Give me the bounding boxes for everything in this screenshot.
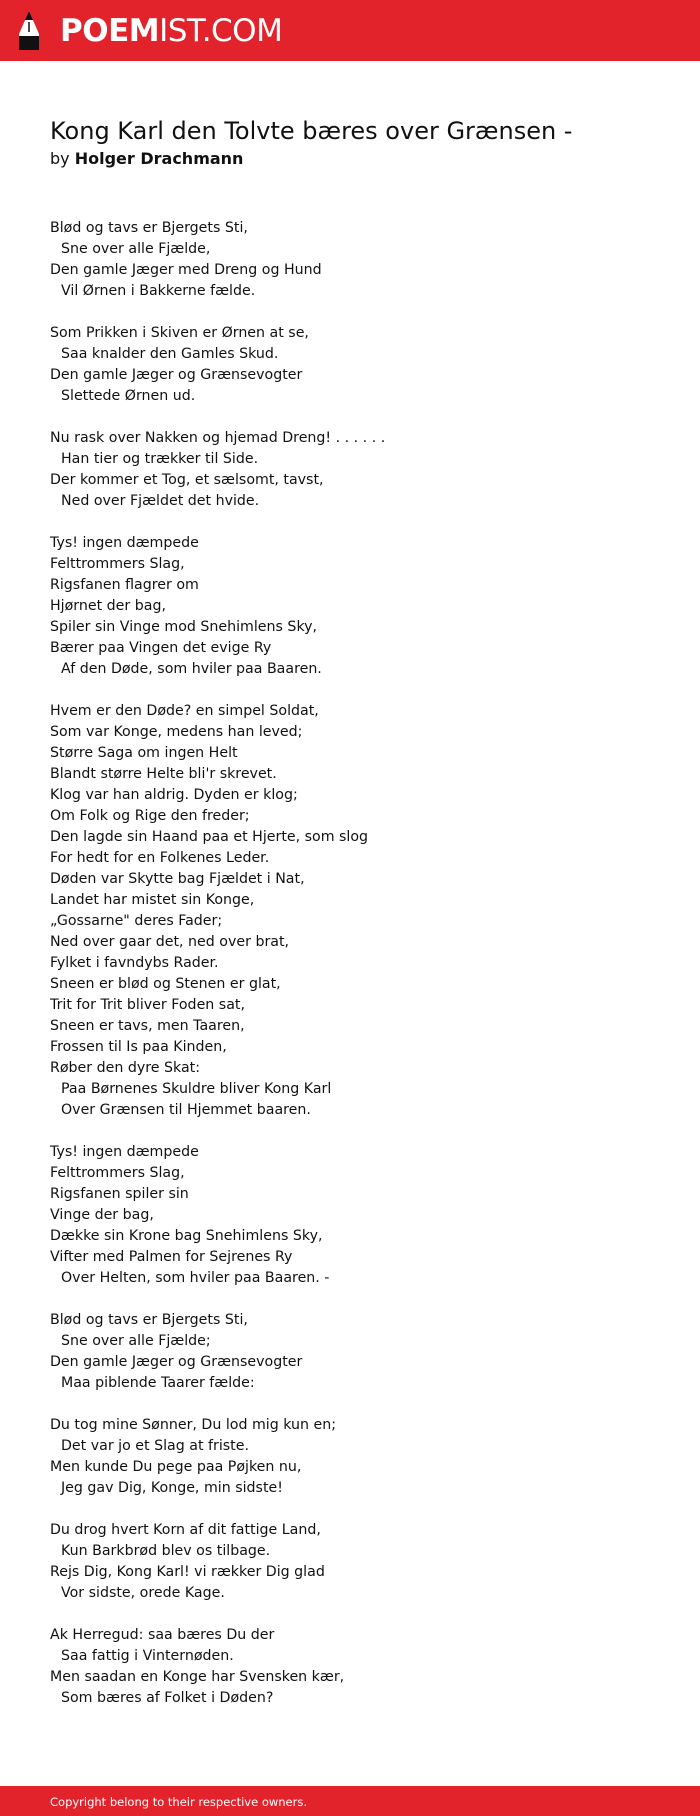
poem-line: Sneen er blød og Stenen er glat, bbox=[50, 976, 281, 992]
poem-title: Kong Karl den Tolvte bæres over Grænsen - bbox=[50, 117, 573, 145]
poem-line: Trit for Trit bliver Foden sat, bbox=[50, 997, 245, 1013]
poem-stanza bbox=[50, 1520, 670, 1604]
poem-line: Sne over alle Fjælde, bbox=[61, 241, 211, 257]
poem-line: Om Folk og Rige den freder; bbox=[50, 808, 250, 824]
poem-stanza bbox=[50, 1625, 670, 1709]
poem-stanza bbox=[50, 1310, 670, 1394]
copyright-text: Copyright belong to their respective owners. bbox=[50, 1795, 308, 1809]
poem-line: Jeg gav Dig, Konge, min sidste! bbox=[61, 1480, 283, 1496]
poem-line: Nu rask over Nakken og hjemad Dreng! . . . . . . bbox=[50, 430, 386, 446]
poem-line: Fylket i favndybs Rader. bbox=[50, 955, 219, 971]
poem-line: Tys! ingen dæmpede bbox=[50, 1144, 199, 1160]
poem-line: Vil Ørnen i Bakkerne fælde. bbox=[61, 283, 256, 299]
poem-line: Slettede Ørnen ud. bbox=[61, 388, 196, 404]
poem-line: Paa Børnenes Skuldre bliver Kong Karl bbox=[61, 1081, 332, 1097]
poem-stanza bbox=[50, 218, 670, 302]
poem-line: „Gossarne" deres Fader; bbox=[50, 913, 223, 929]
poem-line: Saa knalder den Gamles Skud. bbox=[61, 346, 279, 362]
poem-line: Frossen til Is paa Kinden, bbox=[50, 1039, 227, 1055]
by-label: by bbox=[50, 149, 70, 168]
poem-line: Blød og tavs er Bjergets Sti, bbox=[50, 1312, 248, 1328]
poem-line: Kun Barkbrød blev os tilbage. bbox=[61, 1543, 271, 1559]
poem-line: Hvem er den Døde? en simpel Soldat, bbox=[50, 703, 319, 719]
poem-line: Klog var han aldrig. Dyden er klog; bbox=[50, 787, 298, 803]
brand-name bbox=[60, 10, 282, 52]
poem-line: Men saadan en Konge har Svensken kær, bbox=[50, 1669, 345, 1685]
poem-line: Saa fattig i Vinternøden. bbox=[61, 1648, 234, 1664]
poem-line: Vor sidste, orede Kage. bbox=[61, 1585, 225, 1601]
poem-line: Sne over alle Fjælde; bbox=[61, 1333, 211, 1349]
poem-stanza bbox=[50, 701, 670, 1121]
poem-line: Døden var Skytte bag Fjældet i Nat, bbox=[50, 871, 305, 887]
poem-line: Større Saga om ingen Helt bbox=[50, 745, 238, 761]
poem-stanza bbox=[50, 533, 670, 680]
poem-stanza bbox=[50, 1142, 670, 1289]
poem-line: Rigsfanen spiler sin bbox=[50, 1186, 189, 1202]
brand-light-text: IST.COM bbox=[159, 13, 283, 49]
poem-line: Vifter med Palmen for Sejrenes Ry bbox=[50, 1249, 293, 1265]
poem-line: Spiler sin Vinge mod Snehimlens Sky, bbox=[50, 619, 318, 635]
pen-nib-icon bbox=[16, 10, 42, 52]
poem-line: Landet har mistet sin Konge, bbox=[50, 892, 255, 908]
poem-line: Af den Døde, som hviler paa Baaren. bbox=[61, 661, 322, 677]
poem-line: Ak Herregud: saa bæres Du der bbox=[50, 1627, 275, 1643]
poem-body bbox=[50, 218, 670, 1730]
poem-line: Den gamle Jæger og Grænsevogter bbox=[50, 367, 303, 383]
poem-line: Ned over Fjældet det hvide. bbox=[61, 493, 260, 509]
poem-line: Felttrommers Slag, bbox=[50, 556, 185, 572]
poem-line: Den lagde sin Haand paa et Hjerte, som slog bbox=[50, 829, 369, 845]
poem-line: Felttrommers Slag, bbox=[50, 1165, 185, 1181]
poem-line: Du drog hvert Korn af dit fattige Land, bbox=[50, 1522, 321, 1538]
poem-line: Du tog mine Sønner, Du lod mig kun en; bbox=[50, 1417, 337, 1433]
site-footer bbox=[0, 1786, 700, 1816]
poem-stanza bbox=[50, 323, 670, 407]
poem-stanza bbox=[50, 428, 670, 512]
poem-line: Rejs Dig, Kong Karl! vi rækker Dig glad bbox=[50, 1564, 325, 1580]
poem-line: Bærer paa Vingen det evige Ry bbox=[50, 640, 272, 656]
poem-line: Over Grænsen til Hjemmet baaren. bbox=[61, 1102, 311, 1118]
poem-line: Men kunde Du pege paa Pøjken nu, bbox=[50, 1459, 302, 1475]
poem-line: Han tier og trækker til Side. bbox=[61, 451, 259, 467]
poem-line: Rigsfanen flagrer om bbox=[50, 577, 199, 593]
poem-line: Som var Konge, medens han leved; bbox=[50, 724, 303, 740]
poem-line: Som bæres af Folket i Døden? bbox=[61, 1690, 274, 1706]
poem-line: Det var jo et Slag at friste. bbox=[61, 1438, 249, 1454]
brand-bold-text: POEM bbox=[60, 13, 160, 49]
author-name[interactable]: Holger Drachmann bbox=[74, 149, 244, 168]
poem-line: Vinge der bag, bbox=[50, 1207, 154, 1223]
poem-line: Sneen er tavs, men Taaren, bbox=[50, 1018, 245, 1034]
poem-line: Maa piblende Taarer fælde: bbox=[61, 1375, 255, 1391]
poem-line: Som Prikken i Skiven er Ørnen at se, bbox=[50, 325, 309, 341]
poem-line: Blandt større Helte bli'r skrevet. bbox=[50, 766, 277, 782]
poem-line: Dække sin Krone bag Snehimlens Sky, bbox=[50, 1228, 323, 1244]
site-header bbox=[0, 0, 700, 61]
poem-line: Blød og tavs er Bjergets Sti, bbox=[50, 220, 248, 236]
poem-line: Over Helten, som hviler paa Baaren. - bbox=[61, 1270, 330, 1286]
poem-line: For hedt for en Folkenes Leder. bbox=[50, 850, 270, 866]
site-logo[interactable] bbox=[16, 10, 282, 52]
byline bbox=[50, 148, 243, 170]
poem-line: Der kommer et Tog, et sælsomt, tavst, bbox=[50, 472, 324, 488]
poem-line: Den gamle Jæger med Dreng og Hund bbox=[50, 262, 322, 278]
poem-line: Røber den dyre Skat: bbox=[50, 1060, 201, 1076]
poem-stanza bbox=[50, 1415, 670, 1499]
poem-line: Ned over gaar det, ned over brat, bbox=[50, 934, 290, 950]
poem-line: Hjørnet der bag, bbox=[50, 598, 166, 614]
poem-line: Tys! ingen dæmpede bbox=[50, 535, 199, 551]
poem-line: Den gamle Jæger og Grænsevogter bbox=[50, 1354, 303, 1370]
